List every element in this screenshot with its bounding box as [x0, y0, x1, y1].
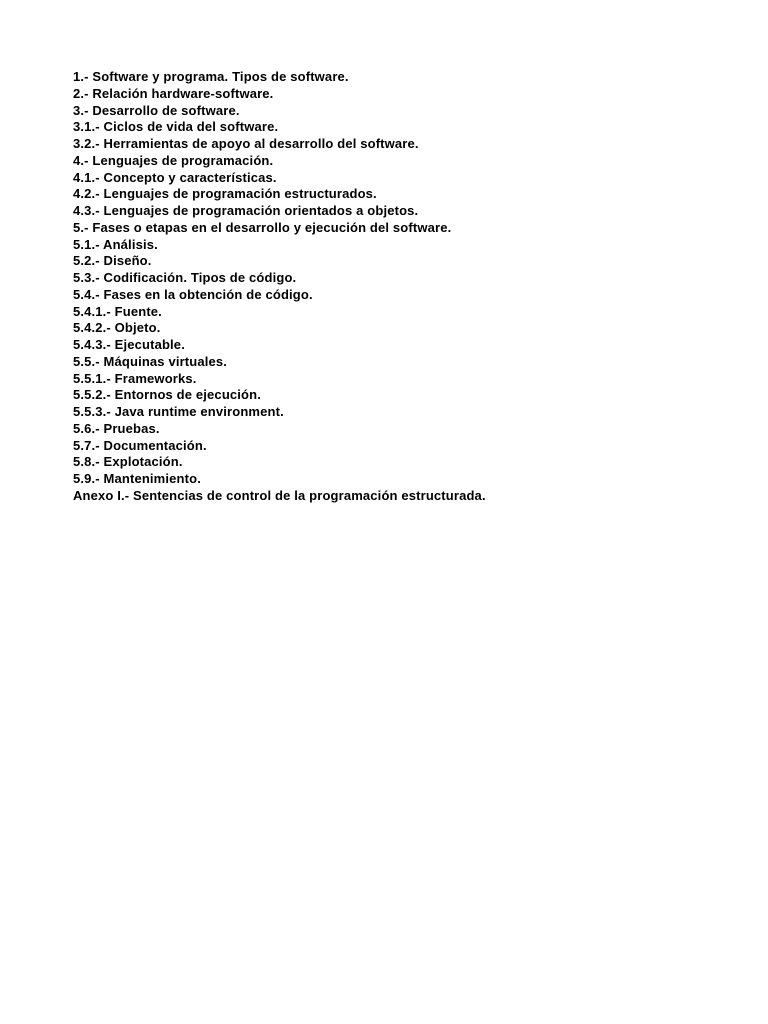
toc-item: 5.4.1.- Fuente.: [73, 303, 162, 319]
toc-item: 5.1.- Análisis.: [73, 236, 158, 252]
toc-item: 5.3.- Codificación. Tipos de código.: [73, 270, 297, 285]
toc-item: 5.4.- Fases en la obtención de código.: [73, 286, 313, 302]
toc-item: 4.3.- Lenguajes de programación orientados a objetos.: [73, 203, 419, 218]
toc-item: 5.5.1.- Frameworks.: [73, 370, 197, 386]
toc-item: 1.- Software y programa. Tipos de software.: [73, 69, 349, 84]
table-of-contents: [73, 69, 486, 505]
toc-item: 5.4.2.- Objeto.: [73, 320, 161, 336]
toc-item: 5.6.- Pruebas.: [73, 420, 160, 436]
toc-item: 3.1.- Ciclos de vida del software.: [73, 119, 279, 135]
toc-item: 5.5.2.- Entornos de ejecución.: [73, 387, 261, 403]
toc-item: 5.5.3.- Java runtime environment.: [73, 404, 284, 419]
toc-item: 5.5.- Máquinas virtuales.: [73, 353, 228, 369]
toc-item: 4.1.- Concepto y características.: [73, 169, 277, 185]
toc-item: 5.9.- Mantenimiento.: [73, 471, 201, 486]
toc-item: 5.7.- Documentación.: [73, 437, 207, 453]
toc-item: 2.- Relación hardware-software.: [73, 85, 274, 101]
toc-item: 5.- Fases o etapas en el desarrollo y ejecución del software.: [73, 219, 452, 235]
toc-item: 5.8.- Explotación.: [73, 454, 183, 470]
toc-item: 4.2.- Lenguajes de programación estructurados.: [73, 186, 377, 202]
toc-item: 4.- Lenguajes de programación.: [73, 152, 274, 168]
toc-item: 3.- Desarrollo de software.: [73, 102, 240, 118]
toc-item: 5.2.- Diseño.: [73, 253, 152, 269]
toc-item: 3.2.- Herramientas de apoyo al desarrollo del software.: [73, 136, 419, 151]
toc-item: 5.4.3.- Ejecutable.: [73, 337, 185, 352]
toc-item: Anexo I.- Sentencias de control de la programación estructurada.: [73, 487, 486, 503]
